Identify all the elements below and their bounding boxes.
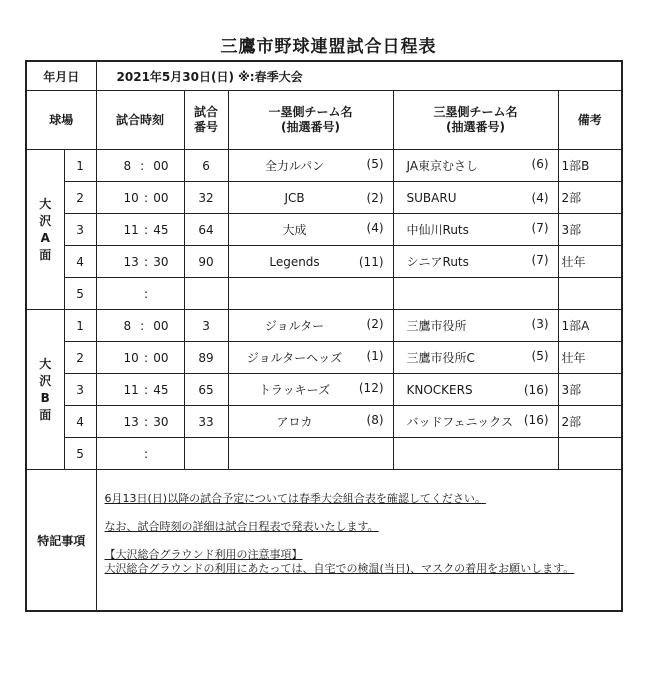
game-time: 13 : 30 — [96, 246, 184, 278]
note-line: 【大沢総合グラウンド利用の注意事項】 — [104, 548, 303, 561]
table-row — [26, 278, 622, 310]
game-time: 8 : 00 — [96, 150, 184, 182]
team-first-base: ジョルターヘッズ (1) — [228, 342, 393, 374]
field-name: 大 沢 A 面 — [26, 150, 64, 310]
team-first-base: JCB (2) — [228, 182, 393, 214]
game-remark: 壮年 — [558, 246, 622, 278]
table-row — [26, 406, 622, 438]
game-remark: 1部A — [558, 310, 622, 342]
table-row — [26, 374, 622, 406]
date-label: 年月日 — [26, 61, 96, 91]
game-time: 10 : 00 — [96, 182, 184, 214]
table-row — [26, 438, 622, 470]
game-seq: 5 — [64, 438, 96, 470]
game-number: 6 — [184, 150, 228, 182]
note-line: 大沢総合グラウンドの利用にあたっては、自宅での検温(当日)、マスクの着用をお願いします。 — [104, 562, 575, 575]
table-row — [26, 150, 622, 182]
game-seq: 4 — [64, 406, 96, 438]
note-line: 6月13日(日)以降の試合予定については春季大会組合表を確認してください。 — [104, 492, 486, 505]
game-time: 11 : 45 — [96, 374, 184, 406]
header-team1: 一塁側チーム名 (抽選番号) — [228, 91, 393, 150]
header-field: 球場 — [26, 91, 96, 150]
game-time: : — [96, 438, 184, 470]
game-remark: 壮年 — [558, 342, 622, 374]
team-first-base: 大成 (4) — [228, 214, 393, 246]
team-first-base: ジョルター (2) — [228, 310, 393, 342]
game-seq: 5 — [64, 278, 96, 310]
team-third-base: SUBARU (4) — [393, 182, 558, 214]
team-first-base: 全力ルパン (5) — [228, 150, 393, 182]
game-time: 8 : 00 — [96, 310, 184, 342]
team-third-base: JA東京むさし (6) — [393, 150, 558, 182]
game-remark: 1部B — [558, 150, 622, 182]
header-row — [26, 91, 622, 150]
game-remark: 3部 — [558, 374, 622, 406]
game-seq: 2 — [64, 182, 96, 214]
game-seq: 4 — [64, 246, 96, 278]
field-name: 大 沢 B 面 — [26, 310, 64, 470]
notes-cell — [96, 470, 622, 612]
game-number: 65 — [184, 374, 228, 406]
game-seq: 3 — [64, 214, 96, 246]
game-seq: 3 — [64, 374, 96, 406]
game-remark: 2部 — [558, 182, 622, 214]
page-title: 三鷹市野球連盟試合日程表 — [220, 37, 437, 57]
team-first-base — [228, 278, 393, 310]
team-third-base — [393, 438, 558, 470]
game-remark: 2部 — [558, 406, 622, 438]
game-number: 33 — [184, 406, 228, 438]
note-line: なお、試合時刻の詳細は試合日程表で発表いたします。 — [104, 520, 379, 533]
game-time: : — [96, 278, 184, 310]
game-number: 89 — [184, 342, 228, 374]
team-third-base: 中仙川Ruts (7) — [393, 214, 558, 246]
team-third-base — [393, 278, 558, 310]
game-seq: 1 — [64, 150, 96, 182]
game-number — [184, 438, 228, 470]
table-row — [26, 342, 622, 374]
schedule-table — [25, 60, 623, 612]
team-third-base: シニアRuts (7) — [393, 246, 558, 278]
team-first-base — [228, 438, 393, 470]
table-row — [26, 214, 622, 246]
game-remark: 3部 — [558, 214, 622, 246]
team-first-base: アロカ (8) — [228, 406, 393, 438]
game-number: 32 — [184, 182, 228, 214]
game-number: 3 — [184, 310, 228, 342]
notes-label: 特記事項 — [26, 470, 96, 612]
game-time: 13 : 30 — [96, 406, 184, 438]
header-time: 試合時刻 — [96, 91, 184, 150]
team-third-base: KNOCKERS (16) — [393, 374, 558, 406]
team-third-base: 三鷹市役所C (5) — [393, 342, 558, 374]
date-value: 2021年5月30日(日) ※:春季大会 — [96, 61, 622, 91]
game-remark — [558, 278, 622, 310]
game-seq: 2 — [64, 342, 96, 374]
team-third-base: バッドフェニックス (16) — [393, 406, 558, 438]
header-team2: 三塁側チーム名 (抽選番号) — [393, 91, 558, 150]
table-row — [26, 310, 622, 342]
game-number: 90 — [184, 246, 228, 278]
game-time: 10 : 00 — [96, 342, 184, 374]
team-first-base: トラッキーズ (12) — [228, 374, 393, 406]
header-game-no: 試合 番号 — [184, 91, 228, 150]
header-remarks: 備考 — [558, 91, 622, 150]
team-first-base: Legends (11) — [228, 246, 393, 278]
game-time: 11 : 45 — [96, 214, 184, 246]
team-third-base: 三鷹市役所 (3) — [393, 310, 558, 342]
game-number — [184, 278, 228, 310]
table-row — [26, 182, 622, 214]
game-remark — [558, 438, 622, 470]
table-row — [26, 246, 622, 278]
game-number: 64 — [184, 214, 228, 246]
game-seq: 1 — [64, 310, 96, 342]
